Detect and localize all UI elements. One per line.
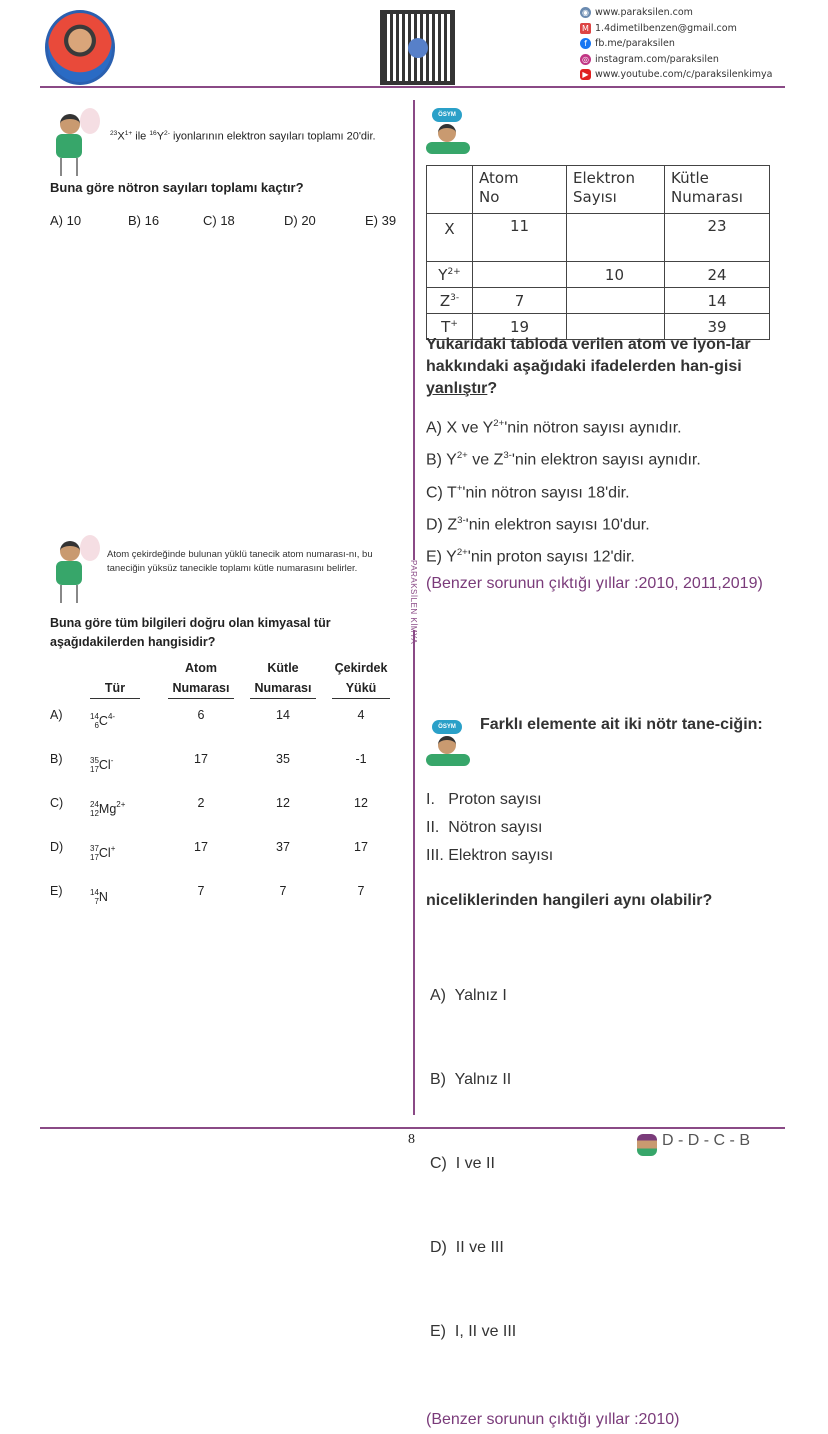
contact-instagram — [580, 52, 772, 68]
q4-block — [426, 714, 788, 1434]
option-label: D) — [50, 840, 64, 854]
mass-cell: 24 — [665, 262, 770, 288]
q4-item: III. Elektron sayısı — [426, 847, 554, 864]
species-cell: T+ — [427, 314, 473, 340]
q4-items — [426, 786, 788, 870]
species-notation: 35 17 Cl - — [90, 756, 114, 774]
species-cell: $Z^{3-}$ — [427, 288, 473, 314]
q2-option-row[interactable] — [50, 752, 390, 782]
contact-youtube — [580, 67, 772, 83]
q1-option-c[interactable]: C) 18 — [203, 213, 235, 228]
atom-number: 2 — [197, 796, 205, 810]
q2-header-tur: Tür — [90, 678, 140, 699]
q3-table-header: Atom No Elektron Sayısı Kütle Numarası — [427, 166, 770, 214]
contact-facebook — [580, 36, 772, 52]
facebook-icon: f — [580, 38, 591, 49]
contact-gmail-link[interactable]: 1.4dimetilbenzen@gmail.com — [595, 22, 737, 34]
q2-option-row[interactable] — [50, 708, 390, 738]
contact-list — [580, 5, 772, 83]
mass-number: 14 — [276, 708, 290, 722]
q4-item: II. Nötron sayısı — [426, 819, 543, 836]
option-label: A) — [50, 708, 63, 722]
contact-gmail — [580, 21, 772, 37]
option-label: B) — [50, 752, 63, 766]
mass-number: 35 — [276, 752, 290, 766]
mass-cell: 39 — [665, 314, 770, 340]
option-label: C) — [50, 796, 64, 810]
atom-no-cell: 19 — [473, 314, 567, 340]
q4-option-d[interactable]: D) II ve III — [430, 1239, 504, 1256]
osym-mascot-icon: ÖSYM — [424, 108, 474, 158]
q2-option-row[interactable] — [50, 840, 390, 870]
q3-table-row — [427, 288, 770, 314]
gmail-icon: M — [580, 23, 591, 34]
q3-option[interactable]: E) $Y^{2+}'nin$ proton sayısı 12'dir. — [426, 547, 635, 566]
atom-number: 17 — [194, 840, 208, 854]
q1-option-e[interactable]: E) 39 — [365, 213, 397, 228]
q3-option[interactable]: A) X ve $Y^{2+}'nin$ nötron sayısı aynıdır. — [426, 418, 682, 437]
contact-web — [580, 5, 772, 21]
contact-youtube-link[interactable]: www.youtube.com/c/paraksilenkimya — [595, 69, 773, 80]
author-avatar — [45, 10, 115, 85]
q4-title: Farklı elemente ait iki nötr tane-ciğin: — [480, 716, 763, 733]
q1-statement: $^{23}X^{1+}$ ile $^{16}Y^{2-}$ iyonlarının elektron sayıları toplamı 20'dir. — [110, 130, 376, 143]
q2-option-row[interactable] — [50, 884, 390, 914]
atom-no-cell: 7 — [473, 288, 567, 314]
species-notation: 14 7 N — [90, 888, 108, 906]
mascot-icon — [48, 535, 103, 605]
q3-option[interactable]: D) $Z^{3-}'nin$ elektron sayısı 10'dur. — [426, 514, 650, 534]
atom-number: 17 — [194, 752, 208, 766]
species-cell: $Y^{2+}$ — [427, 262, 473, 288]
atom-no-cell: 11 — [473, 214, 567, 262]
answer-key: D - D - C - B — [662, 1132, 750, 1149]
contact-instagram-link[interactable]: instagram.com/paraksilen — [595, 53, 719, 65]
nuclear-charge: 17 — [354, 840, 368, 854]
mass-number: 12 — [276, 796, 290, 810]
q1-question: Buna göre nötron sayıları toplamı kaçtır? — [50, 180, 304, 195]
nuclear-charge: -1 — [355, 752, 367, 766]
q4-option-a[interactable]: A) Yalnız I — [430, 987, 507, 1004]
q1-option-d[interactable]: D) 20 — [284, 213, 316, 228]
q2-header-cekirdek: Çekirdek Yükü — [332, 658, 390, 699]
q4-item: I. Proton sayısı — [426, 791, 542, 808]
mascot-icon — [637, 1134, 657, 1156]
q3-table — [426, 165, 770, 340]
electron-cell — [567, 288, 665, 314]
q4-option-c[interactable]: C) I ve II — [430, 1155, 495, 1172]
contact-facebook-link[interactable]: fb.me/paraksilen — [595, 38, 675, 49]
atom-no-cell — [473, 262, 567, 288]
qr-code[interactable] — [380, 10, 455, 85]
nuclear-charge: 12 — [354, 796, 368, 810]
species-notation: 14 6 C $^{4-}$ — [90, 712, 116, 730]
q4-option-e[interactable]: E) I, II ve III — [430, 1323, 517, 1340]
mass-number: 37 — [276, 840, 290, 854]
instagram-icon: ◎ — [580, 54, 591, 65]
mass-cell: 23 — [665, 214, 770, 262]
q4-question: niceliklerinden hangileri aynı olabilir? — [426, 892, 713, 909]
mass-cell: 14 — [665, 288, 770, 314]
q3-options — [426, 410, 788, 572]
osym-mascot-icon: ÖSYM — [424, 720, 474, 770]
q1-option-a[interactable]: A) 10 — [50, 213, 82, 228]
q2-intro: Atom çekirdeğinde bulunan yüklü tanecik atom numarası-nı, bu taneciğin yüksüz tanecikle toplamı kütle numarasını belirler. — [107, 549, 373, 574]
species-notation: 37 17 Cl + — [90, 844, 116, 862]
electron-cell — [567, 214, 665, 262]
species-notation: 24 12 Mg $^{2+}$ — [90, 800, 126, 818]
electron-cell: 10 — [567, 262, 665, 288]
q4-years: (Benzer sorunun çıktığı yıllar :2010) — [426, 1411, 680, 1428]
q3-block — [426, 334, 788, 596]
q3-option[interactable]: B) $Y^{2+}$ ve $Z^{3-}'nin$ elektron sayısı aynıdır. — [426, 450, 701, 469]
q3-table-row — [427, 262, 770, 288]
web-icon: ◉ — [580, 7, 591, 18]
youtube-icon: ▶ — [580, 69, 591, 80]
species-cell: X — [427, 214, 473, 262]
q2-option-row[interactable] — [50, 796, 390, 826]
page-number: 8 — [408, 1132, 415, 1147]
atom-number: 7 — [197, 884, 205, 898]
atom-number: 6 — [197, 708, 205, 722]
option-label: E) — [50, 884, 63, 898]
header-divider — [40, 86, 785, 88]
mass-number: 7 — [279, 884, 287, 898]
q2-header-kutle: Kütle Numarası — [250, 658, 316, 699]
q2-header-atom: Atom Numarası — [168, 658, 234, 699]
mascot-icon — [48, 108, 103, 178]
side-label: PARAKSİLEN KİMYA — [409, 560, 418, 645]
footer-divider — [40, 1127, 785, 1129]
q3-years: (Benzer sorunun çıktığı yıllar :2010, 2011,2019) — [426, 574, 763, 592]
q1-option-b[interactable]: B) 16 — [128, 213, 160, 228]
q3-table-row — [427, 214, 770, 262]
nuclear-charge: 7 — [357, 884, 365, 898]
q4-options — [426, 926, 788, 1402]
q3-question: Yukarıdaki tabloda verilen atom ve iyon-lar hakkındaki aşağıdaki ifadelerden han-gisi yanlıştır? — [426, 336, 751, 397]
contact-web-link[interactable]: www.paraksilen.com — [595, 7, 693, 18]
q4-option-b[interactable]: B) Yalnız II — [430, 1071, 512, 1088]
nuclear-charge: 4 — [357, 708, 365, 722]
q2-question: Buna göre tüm bilgileri doğru olan kimyasal tür aşağıdakilerden hangisidir? — [50, 616, 331, 649]
q3-option[interactable]: C) T+'nin nötron sayısı 18'dir. — [426, 482, 630, 501]
